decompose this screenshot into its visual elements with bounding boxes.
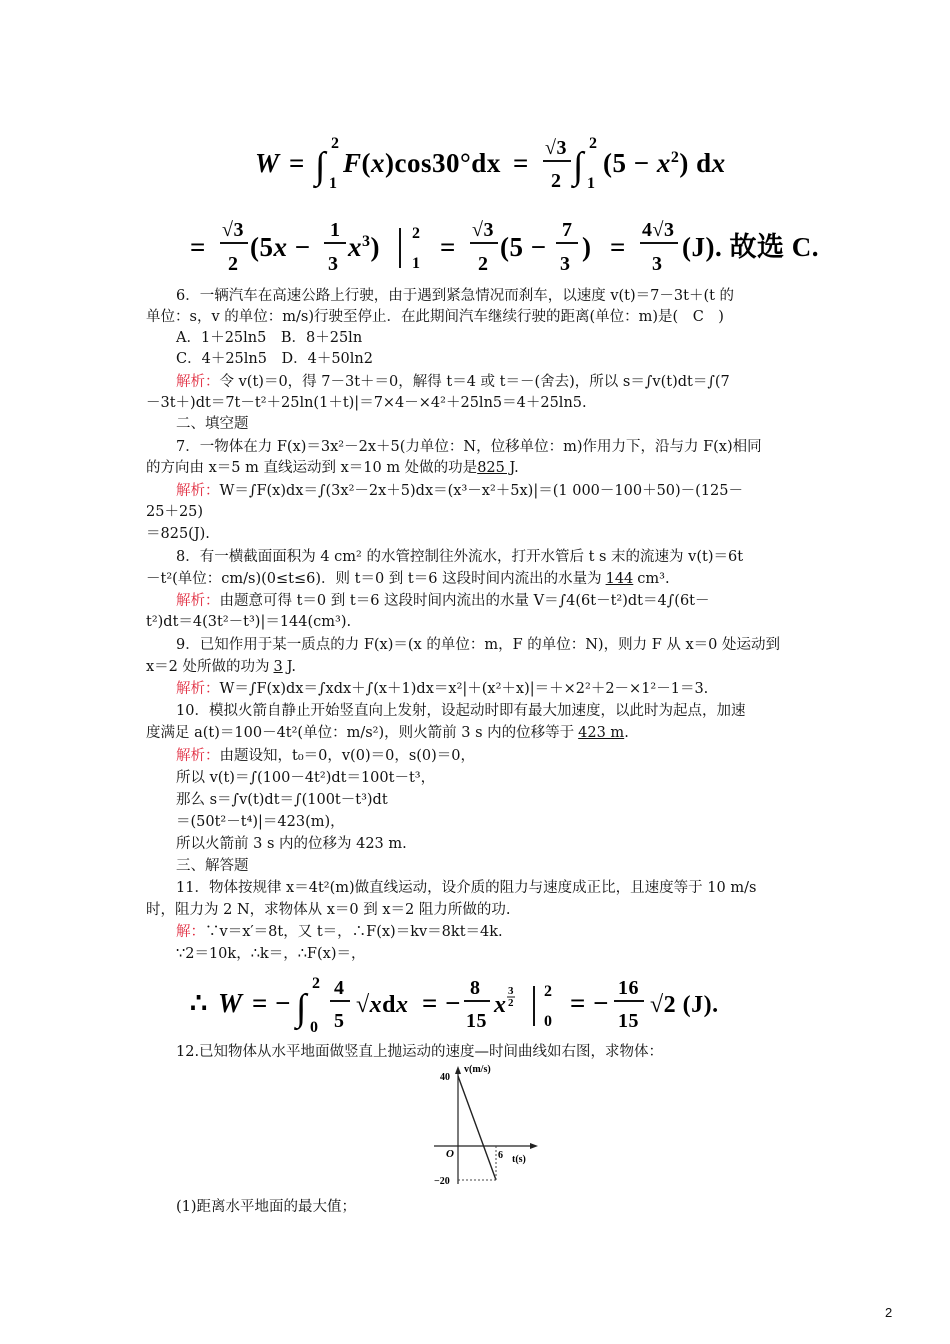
q7-solution-line1 xyxy=(176,482,743,501)
svg-text:2: 2 xyxy=(412,225,421,242)
q10-solution-line5: 所以火箭前 3 s 内的位移为 423 m. xyxy=(176,836,407,852)
svg-text:1: 1 xyxy=(587,175,596,192)
svg-text:15: 15 xyxy=(618,1010,639,1032)
svg-text:x3): $x^3$) xyxy=(348,232,380,262)
q11-equation-graphic xyxy=(190,972,719,1038)
svg-text:2: 2 xyxy=(551,170,562,192)
velocity-time-graph xyxy=(428,1062,568,1192)
graph-y-top-label: 40 xyxy=(440,1072,450,1083)
q10-solution-line2: 所以 v(t)＝∫(100－4t²)dt＝100t－t³， xyxy=(176,770,436,786)
q11-solution-line1 xyxy=(176,923,503,942)
svg-text:√3: √3 xyxy=(545,137,567,159)
svg-text:= −: = − xyxy=(252,988,292,1018)
svg-text:=: = xyxy=(513,148,529,178)
q7-solution-label: 解析： xyxy=(176,483,220,499)
svg-text:W: W xyxy=(218,988,243,1018)
svg-text:3: 3 xyxy=(508,985,514,997)
page-number: 2 xyxy=(885,1305,893,1320)
svg-text:1: 1 xyxy=(330,219,341,241)
q9-solution-text1: W＝∫F(x)dx＝∫xdx＋∫(x＋1)dx＝x²|＋(x²＋x)|＝＋×2²＋2－×1²－1＝3. xyxy=(219,681,709,697)
svg-text:3: 3 xyxy=(560,253,571,275)
svg-text:7: 7 xyxy=(562,219,573,241)
graph-x-tick-label: 6 xyxy=(498,1150,503,1161)
q11-line1: 11．物体按规律 x＝4t²(m)做直线运动，设介质的阻力与速度成正比，且速度等于 10 m/s xyxy=(176,880,757,896)
q7-solution-line3: ＝825(J). xyxy=(146,526,210,542)
svg-text:1: 1 xyxy=(412,255,421,272)
q7-solution-line2: 25＋25) xyxy=(146,504,204,520)
q6-options-cd: C．4＋25ln5 D．4＋50ln2 xyxy=(176,351,373,367)
q9-line1: 9．已知作用于某一质点的力 F(x)＝(x 的单位：m，F 的单位：N)，则力 F 从 x＝0 处运动到 xyxy=(176,637,780,653)
graph-y-bottom-label: −20 xyxy=(434,1176,450,1187)
svg-text:8: 8 xyxy=(470,977,481,999)
equation-work-integral-graphic xyxy=(255,132,755,194)
q10-solution-text1: 由题设知，t₀＝0，v(0)＝0，s(0)＝0， xyxy=(219,748,476,764)
q6-line1: 6．一辆汽车在高速公路上行驶，由于遇到紧急情况而刹车，以速度 v(t)＝7－3t＋(t 的 xyxy=(176,288,735,304)
q7-line2 xyxy=(146,459,519,478)
svg-text:4: 4 xyxy=(334,977,345,999)
svg-text:F(x)cos30°dx: F(x)cos30°dx xyxy=(343,148,501,178)
svg-text:3: 3 xyxy=(652,253,663,275)
svg-text:2: 2 xyxy=(478,253,489,275)
svg-text:√2 (J).: √2 (J). xyxy=(650,992,719,1018)
q9-line2 xyxy=(146,658,296,677)
svg-text:(5 −: (5 − xyxy=(500,232,547,262)
svg-text:5: 5 xyxy=(334,1010,345,1032)
q6-line2: 单位：s，v 的单位：m/s)行驶至停止．在此期间汽车继续行驶的距离(单位：m)是( C ) xyxy=(146,309,724,325)
svg-text:=: = xyxy=(610,232,626,262)
svg-text:=: = xyxy=(190,232,206,262)
q7-line1: 7．一物体在力 F(x)＝3x²－2x＋5(力单位：N，位移单位：m)作用力下，沿与力 F(x)相同 xyxy=(176,439,762,455)
q10-solution-line1 xyxy=(176,747,475,766)
graph-x-arrow xyxy=(530,1143,538,1149)
svg-text:√3: √3 xyxy=(472,219,494,241)
svg-text:2: 2 xyxy=(228,253,239,275)
q8-line1: 8．有一横截面面积为 4 cm² 的水管控制往外流水，打开水管后 t s 末的流速为 v(t)＝6t xyxy=(176,549,744,565)
q8-line2-unit: cm³. xyxy=(637,571,670,587)
svg-text:√3: √3 xyxy=(222,219,244,241)
graph-x-label: t(s) xyxy=(512,1154,526,1165)
q9-line2-unit: J. xyxy=(286,659,297,675)
section-answer-heading: 三、解答题 xyxy=(176,858,249,874)
equation-work-result xyxy=(190,212,840,285)
q11-equation xyxy=(190,972,719,1045)
graph-y-arrow xyxy=(455,1066,461,1074)
q10-line2 xyxy=(146,724,629,743)
q10-solution-line3: 那么 s＝∫v(t)dt＝∫(100t－t³)dt xyxy=(176,792,388,808)
svg-text:): ) xyxy=(582,232,592,262)
q11-line2: 时，阻力为 2 N，求物体从 x＝0 到 x＝2 阻力所做的功. xyxy=(146,902,511,918)
svg-text:0: 0 xyxy=(310,1019,319,1036)
svg-text:=: = xyxy=(289,148,305,178)
q10-answer: 423 m xyxy=(578,725,625,741)
svg-text:2: 2 xyxy=(312,975,321,992)
equation-work-integral xyxy=(255,132,755,201)
section-fill-in-heading: 二、填空题 xyxy=(176,416,249,432)
q9-answer: 3 xyxy=(273,659,283,675)
svg-text:∫: ∫ xyxy=(573,145,584,187)
svg-text:(5 − x2) dx: $(5 - x^2)$ dx xyxy=(603,148,726,178)
svg-text:3: 3 xyxy=(328,253,339,275)
q8-answer: 144 xyxy=(605,571,634,587)
svg-text:∫: ∫ xyxy=(296,987,307,1029)
q10-line2-end: . xyxy=(624,725,629,741)
q6-solution-line1 xyxy=(176,373,730,392)
q10-solution-line4: ＝(50t²－t⁴)|＝423(m)， xyxy=(176,814,345,830)
svg-text:∴: ∴ xyxy=(190,988,208,1018)
svg-text:15: 15 xyxy=(466,1010,487,1032)
svg-text:2: 2 xyxy=(331,135,340,152)
q9-solution-label: 解析： xyxy=(176,681,220,697)
svg-text:0: 0 xyxy=(544,1013,553,1030)
svg-text:16: 16 xyxy=(618,977,639,999)
equation-work-result-graphic xyxy=(190,212,840,278)
svg-text:1: 1 xyxy=(329,175,338,192)
q8-solution-line1 xyxy=(176,592,710,611)
svg-text:=: = xyxy=(440,232,456,262)
svg-text:W: W xyxy=(255,148,280,178)
q8-line2 xyxy=(146,570,670,589)
graph-velocity-line xyxy=(458,1076,496,1180)
q10-line2-text: 度满足 a(t)＝100－4t²(单位：m/s²)，则火箭前 3 s 内的位移等于 xyxy=(146,725,575,741)
q11-solution-label: 解： xyxy=(176,924,205,940)
svg-text:= −: = − xyxy=(570,988,610,1018)
svg-text:(5x −: (5x − xyxy=(250,232,311,262)
q7-line2-end: . xyxy=(514,460,519,476)
q10-solution-label: 解析： xyxy=(176,748,220,764)
svg-text:4√3: 4√3 xyxy=(642,219,675,241)
q11-solution-line2: ∵2＝10k，∴k＝，∴F(x)＝， xyxy=(176,946,366,962)
svg-text:(J). 故选 C.: (J). 故选 C. xyxy=(682,232,819,262)
svg-text:= −: = − xyxy=(422,988,462,1018)
q7-answer: 825 J xyxy=(477,460,515,476)
q8-solution-label: 解析： xyxy=(176,593,220,609)
q8-solution-line2: t²)dt＝4(3t²－t³)|＝144(cm³). xyxy=(146,614,352,630)
q11-solution-text1: ∵v＝x′＝8t，又 t＝，∴F(x)＝kv＝8kt＝4k. xyxy=(205,924,503,940)
q6-solution-text1: 令 v(t)＝0，得 7－3t＋＝0，解得 t＝4 或 t＝－(舍去)，所以 s＝∫v(t)dt＝∫(7 xyxy=(219,374,730,390)
q8-line2-text: －t²(单位：cm/s)(0≤t≤6)．则 t＝0 到 t＝6 这段时间内流出的水量为 xyxy=(146,571,602,587)
q9-solution-line1 xyxy=(176,680,708,699)
svg-text:√xdx: √xdx xyxy=(356,992,409,1018)
svg-text:2: 2 xyxy=(508,997,514,1009)
q7-line2-text: 的方向由 x＝5 m 直线运动到 x＝10 m 处做的功是 xyxy=(146,460,478,476)
graph-y-label: v(m/s) xyxy=(464,1064,491,1075)
q6-solution-label: 解析： xyxy=(176,374,220,390)
svg-text:∫: ∫ xyxy=(315,145,326,187)
q6-solution-line2: －3t＋)dt＝7t－t²＋25ln(1＋t)|＝7×4－×4²＋25ln5＝4＋25ln5. xyxy=(146,395,587,411)
q12-line1: 12.已知物体从水平地面做竖直上抛运动的速度—时间曲线如右图，求物体： xyxy=(176,1044,664,1060)
graph-origin-label: O xyxy=(446,1148,454,1160)
q6-options-ab: A．1＋25ln5 B．8＋25ln xyxy=(176,330,363,346)
svg-text:2: 2 xyxy=(544,983,553,1000)
q9-line2-text: x＝2 处所做的功为 xyxy=(146,659,270,675)
q8-solution-text1: 由题意可得 t＝0 到 t＝6 这段时间内流出的水量 V＝∫4(6t－t²)dt＝4∫(6t－ xyxy=(219,593,710,609)
svg-text:x: x xyxy=(494,992,507,1018)
q12-part1: (1)距离水平地面的最大值； xyxy=(176,1199,357,1215)
svg-text:2: 2 xyxy=(589,135,598,152)
q7-solution-text1: W＝∫F(x)dx＝∫(3x²－2x＋5)dx＝(x³－x²＋5x)|＝(1 000－100＋50)－(125－ xyxy=(219,483,744,499)
q10-line1: 10．模拟火箭自静止开始竖直向上发射，设起动时即有最大加速度，以此时为起点，加速 xyxy=(176,703,746,719)
